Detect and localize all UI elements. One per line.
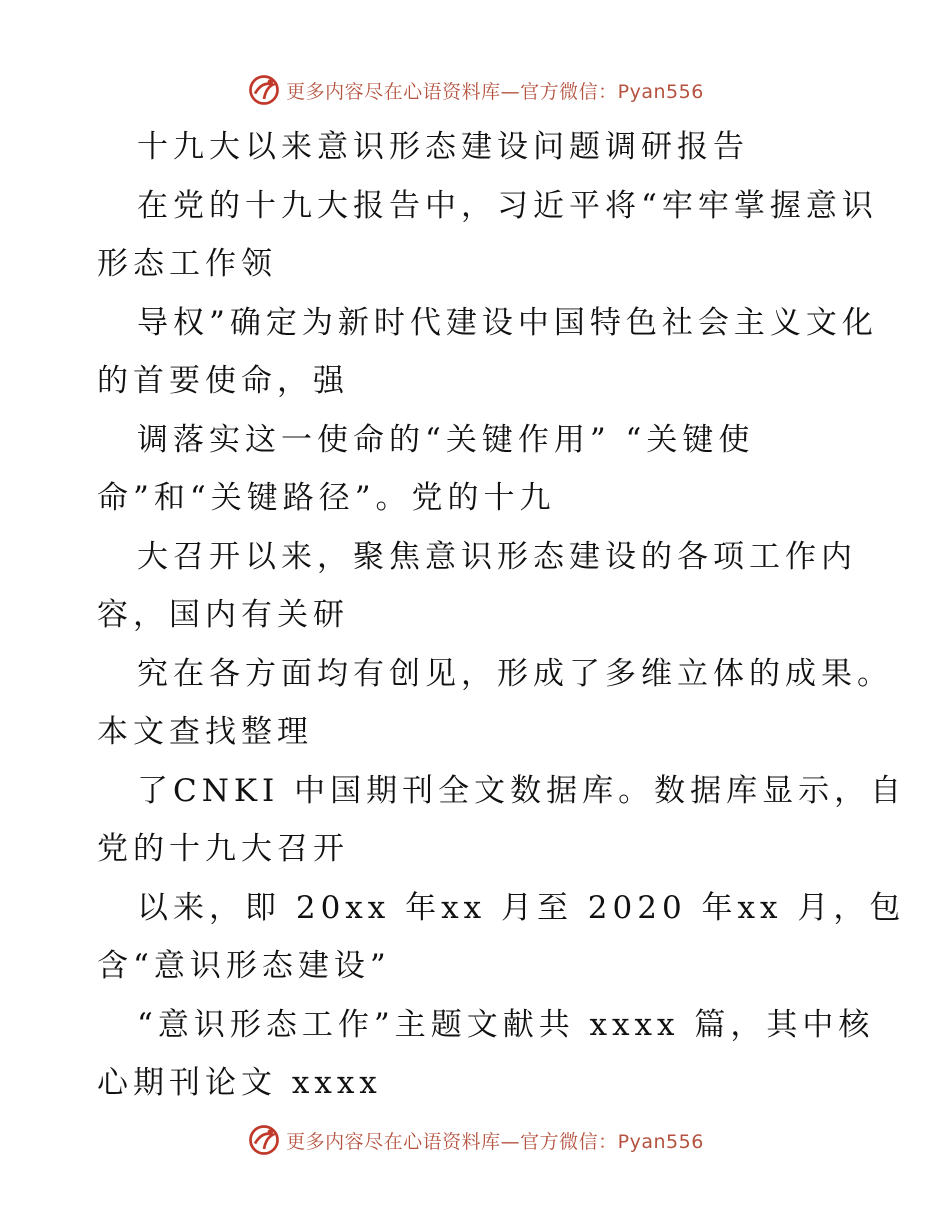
paragraph-line: 在党的十九大报告中，习近平将“牢牢掌握意识	[137, 187, 878, 224]
paragraph-line: 心期刊论文 xxxx	[97, 1065, 382, 1101]
red-swirl-logo-icon	[246, 1122, 282, 1158]
paragraph-line: 含“意识形态建设”	[97, 948, 391, 984]
paragraph-line: 大召开以来，聚焦意识形态建设的各项工作内	[137, 538, 857, 575]
red-swirl-logo-icon	[246, 72, 282, 108]
banner-text: 更多内容尽在心语资料库—官方微信：Pyan556	[286, 80, 704, 103]
paragraph-line: 了CNKI 中国期刊全文数据库。数据库显示，自	[137, 772, 907, 809]
paragraph-line: “意识形态工作”主题文献共 xxxx 篇，其中核	[137, 1006, 875, 1043]
paragraph-line: 本文查找整理	[97, 714, 313, 750]
document-title: 十九大以来意识形态建设问题调研报告	[137, 129, 749, 165]
paragraph-line: 导权”确定为新时代建设中国特色社会主义文化	[137, 304, 878, 341]
paragraph-line: 容，国内有关研	[97, 597, 349, 633]
paragraph-line: 党的十九大召开	[97, 831, 349, 867]
paragraph-line: 的首要使命，强	[97, 363, 349, 399]
header-banner	[0, 70, 950, 110]
paragraph-line: 究在各方面均有创见，形成了多维立体的成果。	[137, 655, 893, 692]
footer-banner	[0, 1120, 950, 1160]
document-body	[97, 118, 907, 1113]
paragraph-line: 形态工作领	[97, 246, 277, 282]
banner-text: 更多内容尽在心语资料库—官方微信：Pyan556	[286, 1130, 704, 1153]
paragraph-line: 调落实这一使命的“关键作用” “关键使	[137, 421, 755, 458]
paragraph-line: 命”和“关键路径”。党的十九	[97, 480, 556, 516]
paragraph-line: 以来，即 20xx 年xx 月至 2020 年xx 月，包	[137, 889, 906, 926]
